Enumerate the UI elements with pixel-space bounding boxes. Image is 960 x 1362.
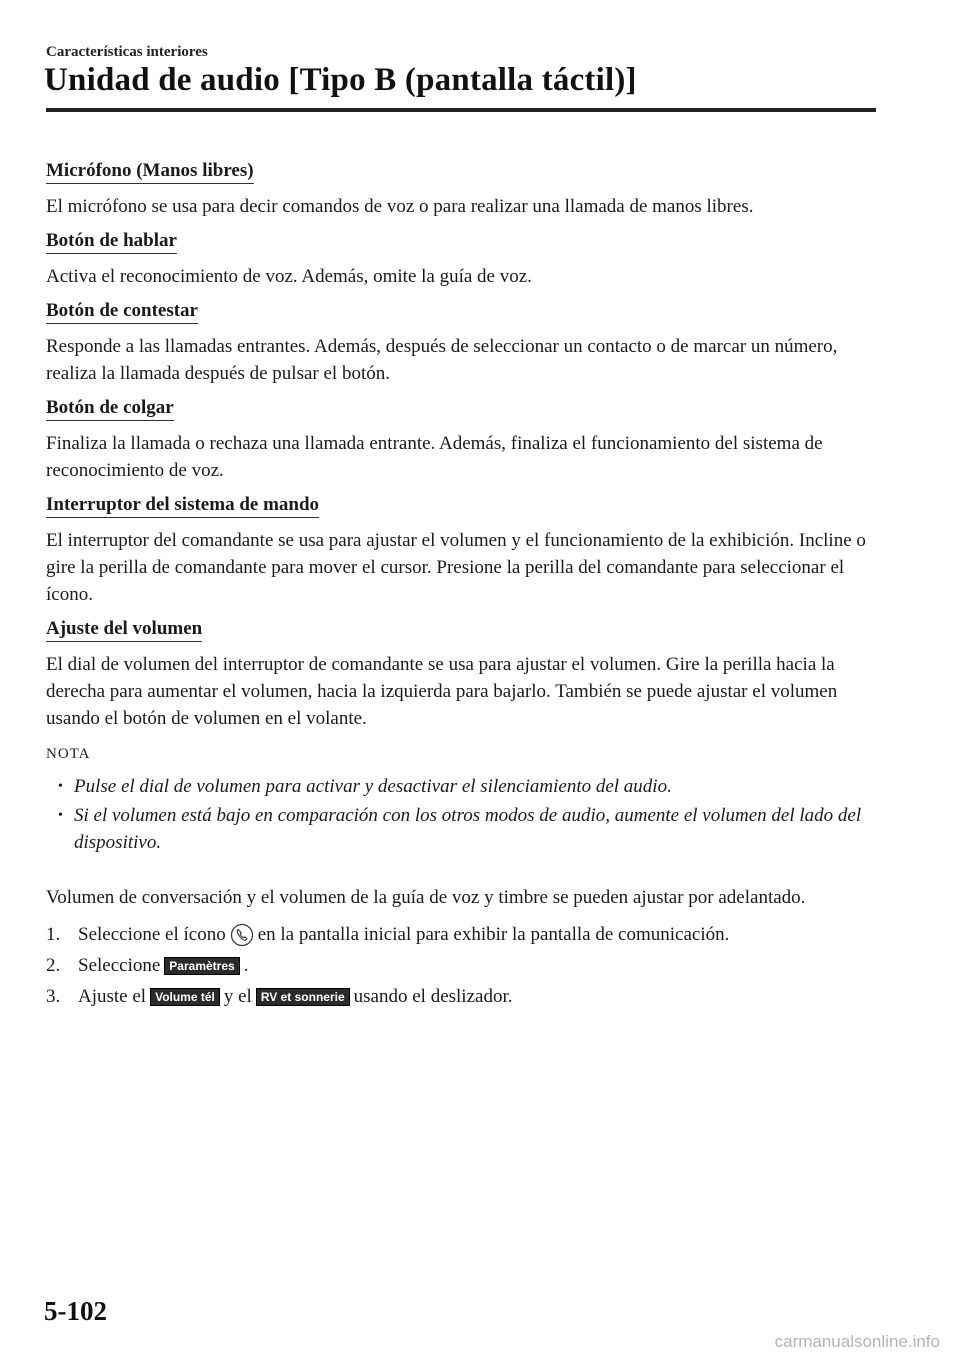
step-text: y el	[223, 986, 252, 1007]
rv-sonnerie-chip: RV et sonnerie	[256, 988, 350, 1006]
section-heading: Interruptor del sistema de mando	[46, 494, 319, 518]
section-label: Características interiores	[46, 44, 208, 60]
spacer	[46, 858, 876, 884]
section-answer-button	[46, 300, 876, 387]
section-text: El interruptor del comandante se usa para ajustar el volumen y el funcionamiento de la exhibición. Incline o gire la perilla de comandante para mover el cursor. Presione la perilla del comandante para seleccionar el ícono.	[46, 530, 866, 605]
section-text: El micrófono se usa para decir comandos de voz o para realizar una llamada de manos libres.	[46, 196, 754, 217]
note-list	[58, 773, 876, 856]
section-text: Finaliza la llamada o rechaza una llamada entrante. Además, finaliza el funcionamiento del sistema de reconocimiento de voz.	[46, 433, 823, 481]
section-text: El dial de volumen del interruptor de comandante se usa para ajustar el volumen. Gire la perilla hacia la derecha para aumentar el volumen, hacia la izquierda para bajarlo. También se puede ajustar el volumen usando el botón de volumen en el volante.	[46, 654, 838, 729]
step-text: Seleccione el ícono	[78, 924, 226, 945]
step-text: .	[243, 955, 249, 976]
section-heading: Ajuste del volumen	[46, 618, 202, 642]
nota-label: NOTA	[46, 746, 91, 762]
section-volume	[46, 618, 876, 732]
bullet-icon: •	[58, 808, 63, 823]
step-item	[46, 921, 876, 948]
intro-text: Volumen de conversación y el volumen de la guía de voz y timbre se pueden ajustar por adelantado.	[46, 887, 806, 908]
section-microphone	[46, 160, 876, 220]
step-text: Ajuste el	[78, 986, 147, 1007]
section-heading: Micrófono (Manos libres)	[46, 160, 254, 184]
section-commander-switch	[46, 494, 876, 608]
section-text: Responde a las llamadas entrantes. Además, después de seleccionar un contacto o de marcar un número, realiza la llamada después de pulsar el botón.	[46, 336, 838, 384]
phone-icon	[230, 923, 254, 947]
step-number: 2.	[46, 955, 61, 976]
step-item	[46, 983, 876, 1010]
note-item: • Si el volumen está bajo en comparación con los otros modos de audio, aumente el volumen del lado del dispositivo.	[58, 802, 876, 856]
bullet-icon: •	[58, 779, 63, 794]
parametres-chip: Paramètres	[164, 957, 239, 975]
watermark[interactable]: carmanualsonline.info	[774, 1332, 940, 1351]
note-item: • Pulse el dial de volumen para activar y desactivar el silenciamiento del audio.	[58, 773, 876, 800]
section-hangup-button	[46, 397, 876, 484]
page-title: Unidad de audio [Tipo B (pantalla táctil)]	[44, 62, 637, 98]
step-number: 1.	[46, 924, 61, 945]
step-text: usando el deslizador.	[353, 986, 513, 1007]
volume-tel-chip: Volume tél	[150, 988, 220, 1006]
step-number: 3.	[46, 986, 61, 1007]
content	[46, 160, 876, 1014]
step-text: en la pantalla inicial para exhibir la pantalla de comunicación.	[257, 924, 730, 945]
steps-list	[46, 921, 876, 1010]
section-heading: Botón de colgar	[46, 397, 174, 421]
step-item	[46, 952, 876, 979]
title-rule	[46, 108, 876, 112]
step-text: Seleccione	[78, 955, 161, 976]
page-number: 5-102	[44, 1296, 107, 1326]
section-heading: Botón de contestar	[46, 300, 198, 324]
section-text: Activa el reconocimiento de voz. Además, omite la guía de voz.	[46, 266, 532, 287]
section-talk-button	[46, 230, 876, 290]
section-heading: Botón de hablar	[46, 230, 177, 254]
